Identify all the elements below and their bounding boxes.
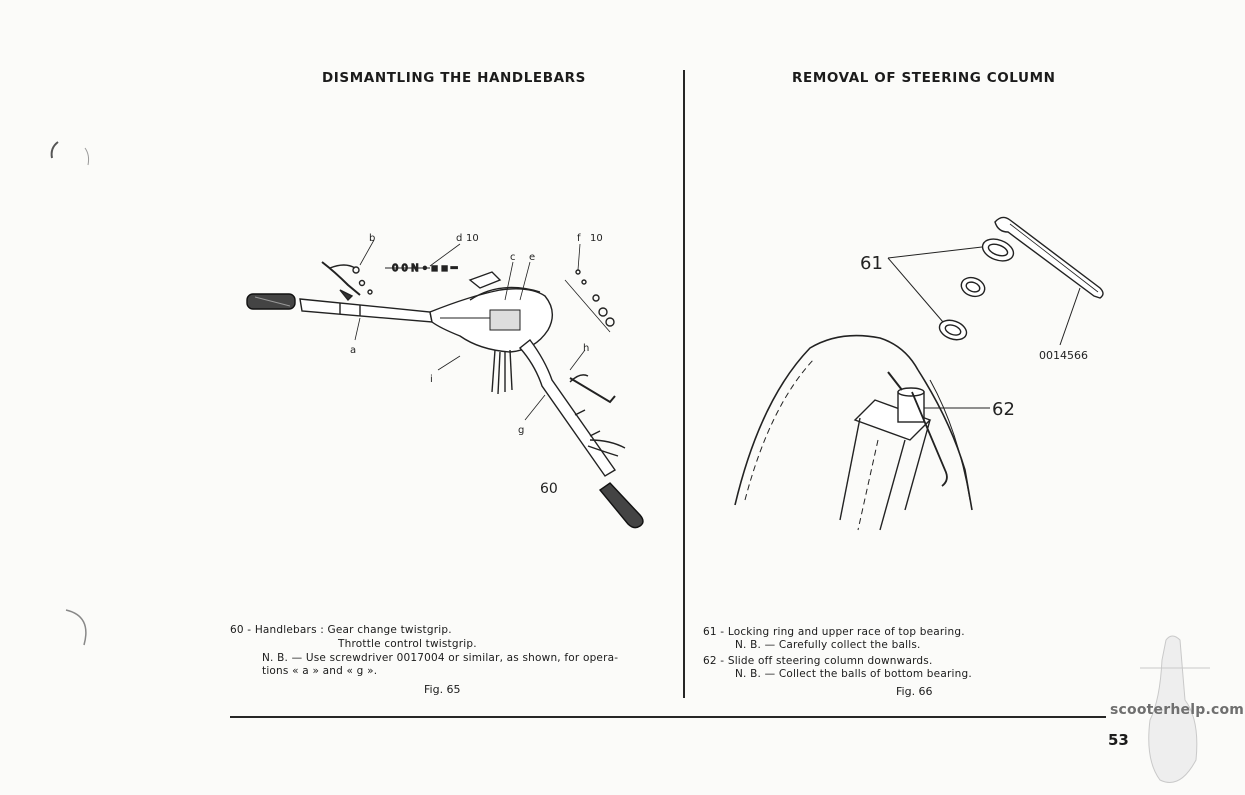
part-code-label: 0014566 — [1039, 349, 1088, 362]
label-e: e — [529, 252, 536, 263]
label-c: c — [510, 252, 516, 263]
left-caption-line-1: 60 - Handlebars : Gear change twistgrip. — [230, 624, 452, 636]
scan-mark — [52, 142, 58, 158]
label-g: g — [518, 425, 525, 436]
right-caption-line-2: N. B. — Carefully collect the balls. — [735, 639, 921, 651]
label-61: 61 — [860, 253, 883, 274]
scan-mark — [66, 610, 86, 645]
left-section-heading: DISMANTLING THE HANDLEBARS — [322, 70, 587, 86]
label-i: i — [430, 374, 433, 385]
label-62: 62 — [992, 399, 1015, 420]
right-section-heading: REMOVAL OF STEERING COLUMN — [792, 70, 1056, 86]
label-a: a — [350, 345, 357, 356]
left-figure-label: Fig. 65 — [424, 683, 461, 696]
label-h: h — [583, 343, 590, 354]
svg-text:0 0 N ∘ ▪ ▪ ━: 0 0 N ∘ ▪ ▪ ━ — [392, 263, 458, 274]
steering-drawing — [735, 217, 1103, 530]
right-caption-line-3: 62 - Slide off steering column downwards. — [703, 655, 933, 667]
page-number: 53 — [1108, 731, 1129, 749]
handlebar-drawing — [247, 240, 643, 528]
left-caption-line-2: Throttle control twistgrip. — [338, 638, 477, 650]
footer-rule — [230, 716, 1106, 718]
left-caption-line-4: tions « a » and « g ». — [262, 665, 378, 677]
right-caption-line-4: N. B. — Collect the balls of bottom bearing. — [735, 668, 972, 680]
right-figure-label: Fig. 66 — [896, 685, 933, 698]
label-b: b — [369, 233, 376, 244]
label-d: d — [456, 233, 463, 244]
right-caption-line-1: 61 - Locking ring and upper race of top bearing. — [703, 626, 965, 638]
label-f-number: 10 — [590, 233, 603, 244]
left-caption-line-3: N. B. — Use screwdriver 0017004 or similar, as shown, for opera- — [262, 652, 619, 664]
watermark: scooterhelp.com — [1110, 702, 1245, 718]
figure-60-number: 60 — [540, 481, 558, 497]
label-d-number: 10 — [466, 233, 479, 244]
label-f: f — [577, 233, 581, 244]
